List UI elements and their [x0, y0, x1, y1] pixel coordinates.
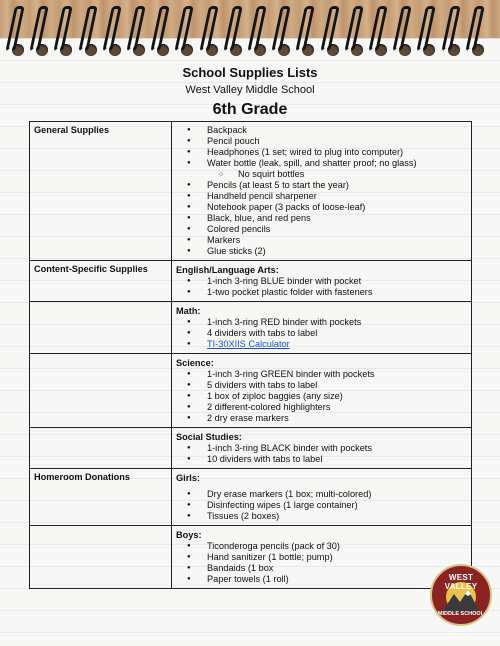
- spiral-ring: [5, 6, 25, 52]
- supply-list: [176, 489, 467, 522]
- supply-item-text: Pencil pouch: [207, 136, 260, 146]
- section-heading: Boys:: [176, 530, 202, 540]
- supply-item-text: 1-inch 3-ring BLUE binder with pocket: [207, 276, 362, 286]
- school-logo: [430, 564, 492, 626]
- supply-item: [176, 287, 467, 298]
- supply-item: [176, 369, 467, 380]
- spiral-ring: [392, 6, 412, 52]
- supply-item-text: 1-two pocket plastic folder with fasteners: [207, 287, 373, 297]
- supply-item: [176, 191, 467, 202]
- items-cell: [172, 302, 472, 354]
- supply-item: [176, 489, 467, 500]
- spiral-ring: [465, 6, 485, 52]
- document-title: School Supplies Lists: [182, 65, 318, 80]
- supply-item-text: Pencils (at least 5 to start the year): [207, 180, 349, 190]
- category-cell: [30, 526, 172, 589]
- supply-item: [176, 413, 467, 424]
- spiral-ring: [344, 6, 364, 52]
- spiral-ring: [320, 6, 340, 52]
- supply-item: [176, 180, 467, 191]
- supply-item-text: Tissues (2 boxes): [207, 511, 280, 521]
- supply-item-text: 2 different-colored highlighters: [207, 402, 331, 412]
- spiral-ring: [29, 6, 49, 52]
- supply-item-text: Black, blue, and red pens: [207, 213, 311, 223]
- spiral-ring: [441, 6, 461, 52]
- supply-item-text: Dry erase markers (1 box; multi-colored): [207, 489, 372, 499]
- items-cell: [172, 428, 472, 469]
- logo-top-text: WEST VALLEY: [444, 573, 478, 591]
- category-cell: General Supplies: [30, 122, 172, 261]
- supply-item: [176, 317, 467, 328]
- grade-heading: 6th Grade: [212, 101, 288, 118]
- supply-item: [176, 443, 467, 454]
- spiral-ring: [368, 6, 388, 52]
- supply-item: [176, 541, 467, 552]
- supply-item-text: Handheld pencil sharpener: [207, 191, 317, 201]
- supply-item: [176, 552, 467, 563]
- supply-item-text: 1 box of ziploc baggies (any size): [207, 391, 343, 401]
- supply-item-text: Notebook paper (3 packs of loose-leaf): [207, 202, 366, 212]
- section-heading: Science:: [176, 358, 214, 368]
- table-row: [30, 261, 472, 302]
- document-header: [0, 64, 500, 120]
- supply-item-text: Hand sanitizer (1 bottle; pump): [207, 552, 333, 562]
- calculator-link[interactable]: TI-30XIIS Calculator: [207, 339, 290, 349]
- section-heading: Social Studies:: [176, 432, 242, 442]
- supply-item-text: Paper towels (1 roll): [207, 574, 289, 584]
- supply-item: [176, 328, 467, 339]
- supply-list: [176, 125, 467, 257]
- supply-list: [176, 317, 467, 350]
- supply-item: [176, 202, 467, 213]
- spiral-ring: [417, 6, 437, 52]
- spiral-ring: [199, 6, 219, 52]
- spiral-binding: [0, 0, 500, 56]
- supply-item-text: Water bottle (leak, spill, and shatter proof; no glass): [207, 158, 417, 168]
- supply-list: [176, 541, 467, 585]
- supply-item: [176, 147, 467, 158]
- table-row: [30, 469, 472, 526]
- supply-item-text: Headphones (1 set; wired to plug into computer): [207, 147, 404, 157]
- supply-item: [176, 454, 467, 465]
- supply-item-text: 1-inch 3-ring RED binder with pockets: [207, 317, 362, 327]
- supply-list: [176, 369, 467, 424]
- supply-item-text: Ticonderoga pencils (pack of 30): [207, 541, 340, 551]
- supply-item-text: Colored pencils: [207, 224, 271, 234]
- spiral-ring: [150, 6, 170, 52]
- supply-item: [176, 339, 467, 350]
- table-row: [30, 526, 472, 589]
- items-cell: [172, 261, 472, 302]
- school-name: West Valley Middle School: [185, 84, 315, 96]
- category-cell: [30, 302, 172, 354]
- supply-item-text: No squirt bottles: [238, 169, 305, 179]
- supply-item: [176, 213, 467, 224]
- table-row: [30, 122, 472, 261]
- section-heading: Girls:: [176, 473, 200, 483]
- supply-item: [176, 391, 467, 402]
- supply-list: [176, 276, 467, 298]
- supply-item-text: Backpack: [207, 125, 247, 135]
- table-row: [30, 354, 472, 428]
- supply-item: [176, 574, 467, 585]
- supply-item: [176, 246, 467, 257]
- spiral-ring: [78, 6, 98, 52]
- supply-item: [176, 380, 467, 391]
- items-cell: [172, 526, 472, 589]
- supply-subitem: [176, 169, 467, 180]
- supply-item: [176, 402, 467, 413]
- section-heading: English/Language Arts:: [176, 265, 279, 275]
- supply-item-text: Bandaids (1 box: [207, 563, 274, 573]
- spiral-ring: [54, 6, 74, 52]
- supply-item: [176, 136, 467, 147]
- supply-item-text: Disinfecting wipes (1 large container): [207, 500, 358, 510]
- supply-item: [176, 235, 467, 246]
- supply-item-text: Markers: [207, 235, 241, 245]
- supply-list: [176, 443, 467, 465]
- spiral-ring: [102, 6, 122, 52]
- supply-item-text: Glue sticks (2): [207, 246, 266, 256]
- supply-item-text: 1-inch 3-ring BLACK binder with pockets: [207, 443, 372, 453]
- supply-item: [176, 158, 467, 169]
- logo-bottom-text: MIDDLE SCHOOL: [437, 611, 485, 617]
- supply-item: [176, 511, 467, 522]
- items-cell: [172, 469, 472, 526]
- category-cell: [30, 354, 172, 428]
- supply-item: [176, 500, 467, 511]
- supply-item-text: 2 dry erase markers: [207, 413, 289, 423]
- spiral-ring: [175, 6, 195, 52]
- supply-item-text: 5 dividers with tabs to label: [207, 380, 318, 390]
- table-row: [30, 302, 472, 354]
- table-row: [30, 428, 472, 469]
- supply-item: [176, 125, 467, 136]
- supply-item: [176, 563, 467, 574]
- items-cell: [172, 354, 472, 428]
- spiral-ring: [247, 6, 267, 52]
- supply-item-text: 4 dividers with tabs to label: [207, 328, 318, 338]
- supply-item: [176, 276, 467, 287]
- category-cell: [30, 428, 172, 469]
- section-heading: Math:: [176, 306, 201, 316]
- supply-item: [176, 224, 467, 235]
- spiral-ring: [126, 6, 146, 52]
- category-cell: Homeroom Donations: [30, 469, 172, 526]
- spiral-ring: [223, 6, 243, 52]
- items-cell: [172, 122, 472, 261]
- spiral-ring: [271, 6, 291, 52]
- spiral-ring: [296, 6, 316, 52]
- supplies-table: [29, 121, 472, 589]
- supply-item-text: 1-inch 3-ring GREEN binder with pockets: [207, 369, 375, 379]
- category-cell: Content-Specific Supplies: [30, 261, 172, 302]
- supply-item-text: 10 dividers with tabs to label: [207, 454, 323, 464]
